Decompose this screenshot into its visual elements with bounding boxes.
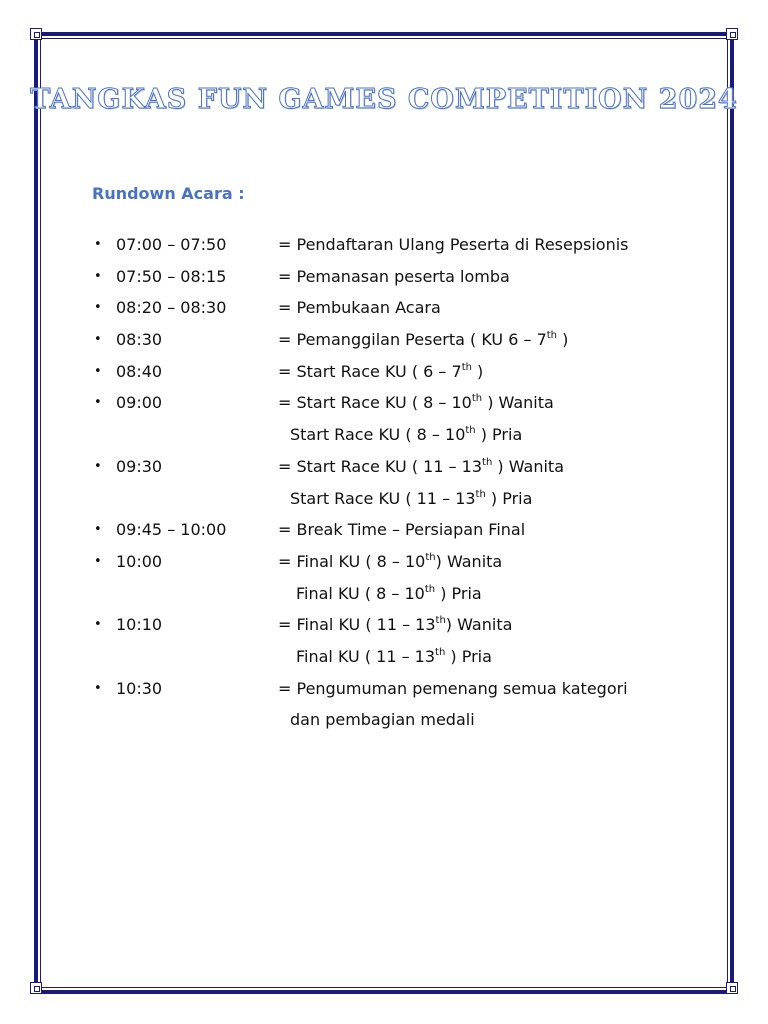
rundown-item [92,677,712,740]
bullet-icon: • [94,522,102,538]
rundown-row [92,391,712,423]
bullet-icon: • [94,680,102,696]
rundown-item [92,391,712,454]
rundown-item [92,233,712,265]
rundown-row [92,708,712,740]
corner-ornament-top-left [30,28,42,40]
rundown-item [92,296,712,328]
rundown-item [92,265,712,297]
bullet-icon: • [94,458,102,474]
rundown-description: Final KU ( 11 – 13th ) Pria [296,646,492,666]
ordinal-suffix: th [435,615,446,627]
rundown-description: = Break Time – Persiapan Final [278,520,526,540]
rundown-heading: Rundown Acara : [92,184,245,203]
rundown-description: = Pemanggilan Peserta ( KU 6 – 7th ) [278,330,569,350]
ordinal-suffix: th [482,456,493,468]
rundown-description: Final KU ( 8 – 10th ) Pria [296,583,482,603]
rundown-row [92,550,712,582]
rundown-description: = Pengumuman pemenang semua kategori [278,678,628,698]
ordinal-suffix: th [465,425,476,437]
rundown-row [92,265,712,297]
rundown-description: = Start Race KU ( 6 – 7th ) [278,361,484,381]
rundown-description: = Start Race KU ( 8 – 10th ) Wanita [278,393,554,413]
rundown-time: 09:30 [116,456,163,476]
bullet-icon: • [94,300,102,316]
rundown-item [92,455,712,518]
bullet-icon: • [94,268,102,284]
corner-ornament-top-right [726,28,738,40]
rundown-time: 09:00 [116,393,163,413]
bullet-icon: • [94,237,102,252]
ordinal-suffix: th [435,646,446,658]
ordinal-suffix: th [425,551,436,563]
rundown-description: dan pembagian medali [290,710,475,730]
rundown-row [92,233,712,265]
corner-ornament-bottom-right [726,982,738,994]
rundown-item [92,550,712,613]
ordinal-suffix: th [461,361,472,373]
rundown-list [92,233,712,740]
rundown-row [92,328,712,360]
rundown-row [92,677,712,709]
rundown-time: 10:00 [116,551,163,571]
rundown-time: 08:30 [116,330,163,350]
rundown-row [92,582,712,614]
rundown-item [92,360,712,392]
rundown-time: 09:45 – 10:00 [116,520,227,540]
rundown-time: 10:10 [116,615,163,635]
rundown-row [92,613,712,645]
rundown-time: 07:50 – 08:15 [116,266,227,286]
bullet-icon: • [94,332,102,348]
rundown-description: = Pembukaan Acara [278,298,441,318]
bullet-icon: • [94,617,102,633]
rundown-item [92,613,712,676]
rundown-description: = Start Race KU ( 11 – 13th ) Wanita [278,456,564,476]
rundown-description: = Pendaftaran Ulang Peserta di Resepsionis [278,235,629,254]
rundown-time: 07:00 – 07:50 [116,235,227,254]
bullet-icon: • [94,553,102,569]
ordinal-suffix: th [475,488,486,500]
rundown-row [92,455,712,487]
rundown-description: = Final KU ( 8 – 10th) Wanita [278,551,503,571]
ordinal-suffix: th [546,330,558,342]
rundown-description: = Final KU ( 11 – 13th) Wanita [278,615,513,635]
rundown-row [92,423,712,455]
bullet-icon: • [94,395,102,411]
rundown-time: 10:30 [116,678,163,698]
rundown-item [92,328,712,360]
rundown-description: Start Race KU ( 11 – 13th ) Pria [290,488,533,508]
rundown-description: = Pemanasan peserta lomba [278,266,510,286]
rundown-item [92,518,712,550]
rundown-row [92,360,712,392]
rundown-time: 08:20 – 08:30 [116,298,227,318]
document-title: TANGKAS FUN GAMES COMPETITION 2024 [30,84,738,115]
rundown-time: 08:40 [116,361,163,381]
rundown-description: Start Race KU ( 8 – 10th ) Pria [290,425,523,445]
rundown-row [92,645,712,677]
ordinal-suffix: th [424,583,436,595]
rundown-row [92,518,712,550]
bullet-icon: • [94,363,102,379]
corner-ornament-bottom-left [30,982,42,994]
rundown-row [92,296,712,328]
ordinal-suffix: th [471,393,483,405]
rundown-row [92,487,712,519]
